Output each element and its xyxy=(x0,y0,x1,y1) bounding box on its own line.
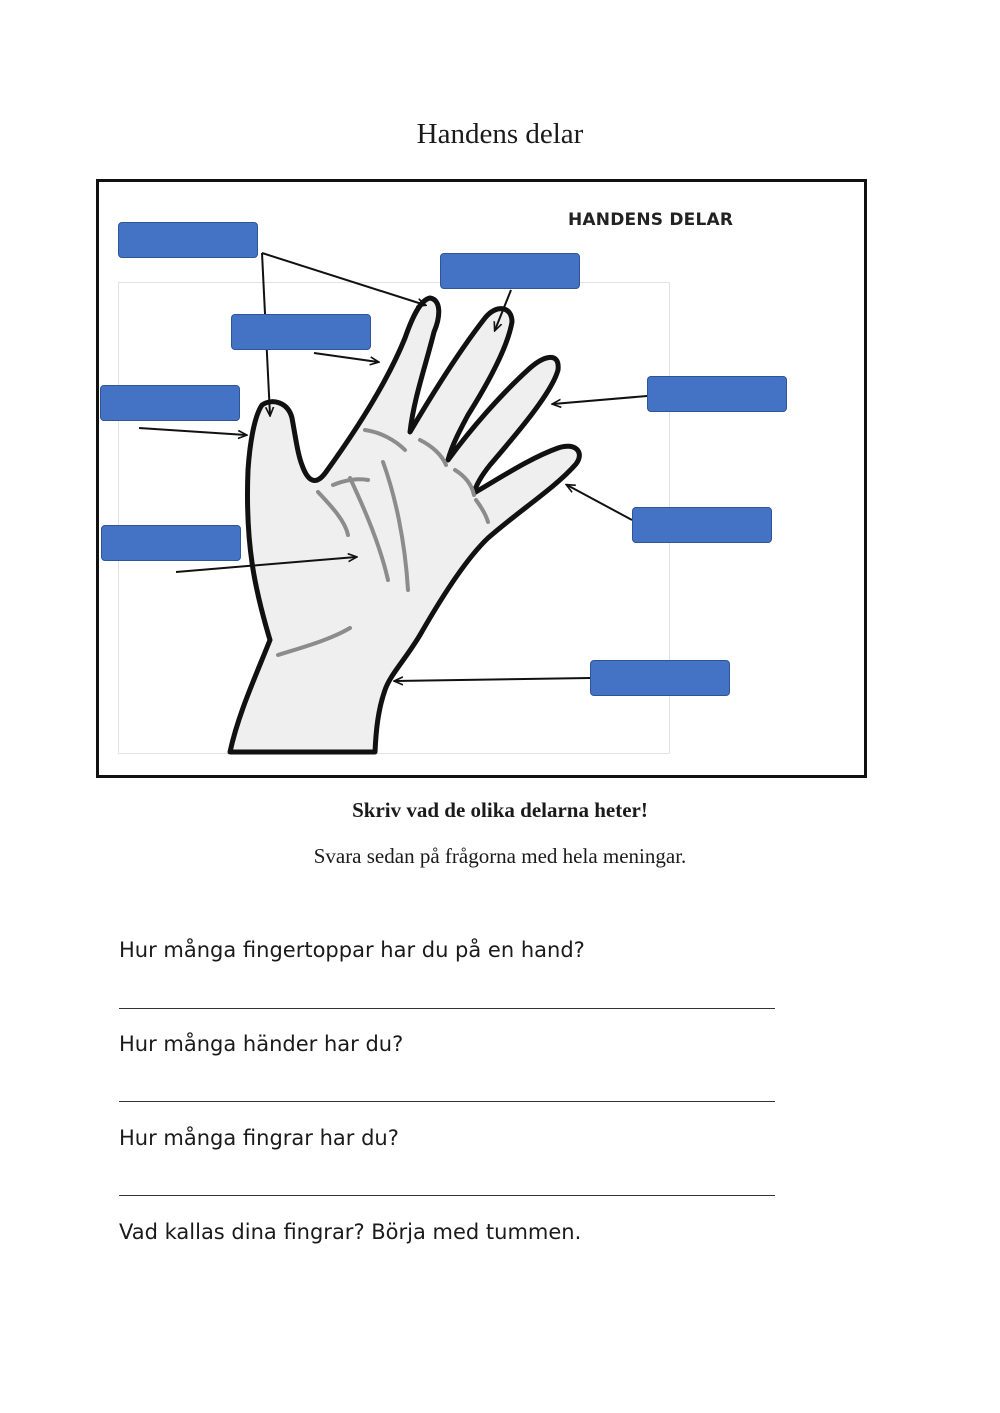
answer-line-3[interactable] xyxy=(119,1195,775,1196)
label-box-fingertips[interactable] xyxy=(118,222,258,258)
label-box-ring-finger[interactable] xyxy=(647,376,787,412)
label-box-thumb[interactable] xyxy=(100,385,240,421)
label-box-index-finger[interactable] xyxy=(231,314,371,350)
label-box-palm[interactable] xyxy=(101,525,241,561)
answer-line-2[interactable] xyxy=(119,1101,775,1102)
label-box-little-finger[interactable] xyxy=(632,507,772,543)
question-fingertips: Hur många fingertoppar har du på en hand? xyxy=(119,938,585,962)
question-finger-names: Vad kallas dina fingrar? Börja med tummen. xyxy=(119,1220,582,1244)
question-fingers: Hur många fingrar har du? xyxy=(119,1126,399,1150)
hand-outline xyxy=(230,298,579,752)
question-hands: Hur många händer har du? xyxy=(119,1032,404,1056)
label-box-wrist[interactable] xyxy=(590,660,730,696)
label-box-fingernail[interactable] xyxy=(440,253,580,289)
instruction-answer-questions: Svara sedan på frågorna med hela meningar. xyxy=(313,844,687,868)
instruction-name-parts: Skriv vad de olika delarna heter! xyxy=(352,798,648,822)
diagram-heading: HANDENS DELAR xyxy=(568,210,734,230)
answer-line-1[interactable] xyxy=(119,1008,775,1009)
page-title: Handens delar xyxy=(416,118,584,150)
